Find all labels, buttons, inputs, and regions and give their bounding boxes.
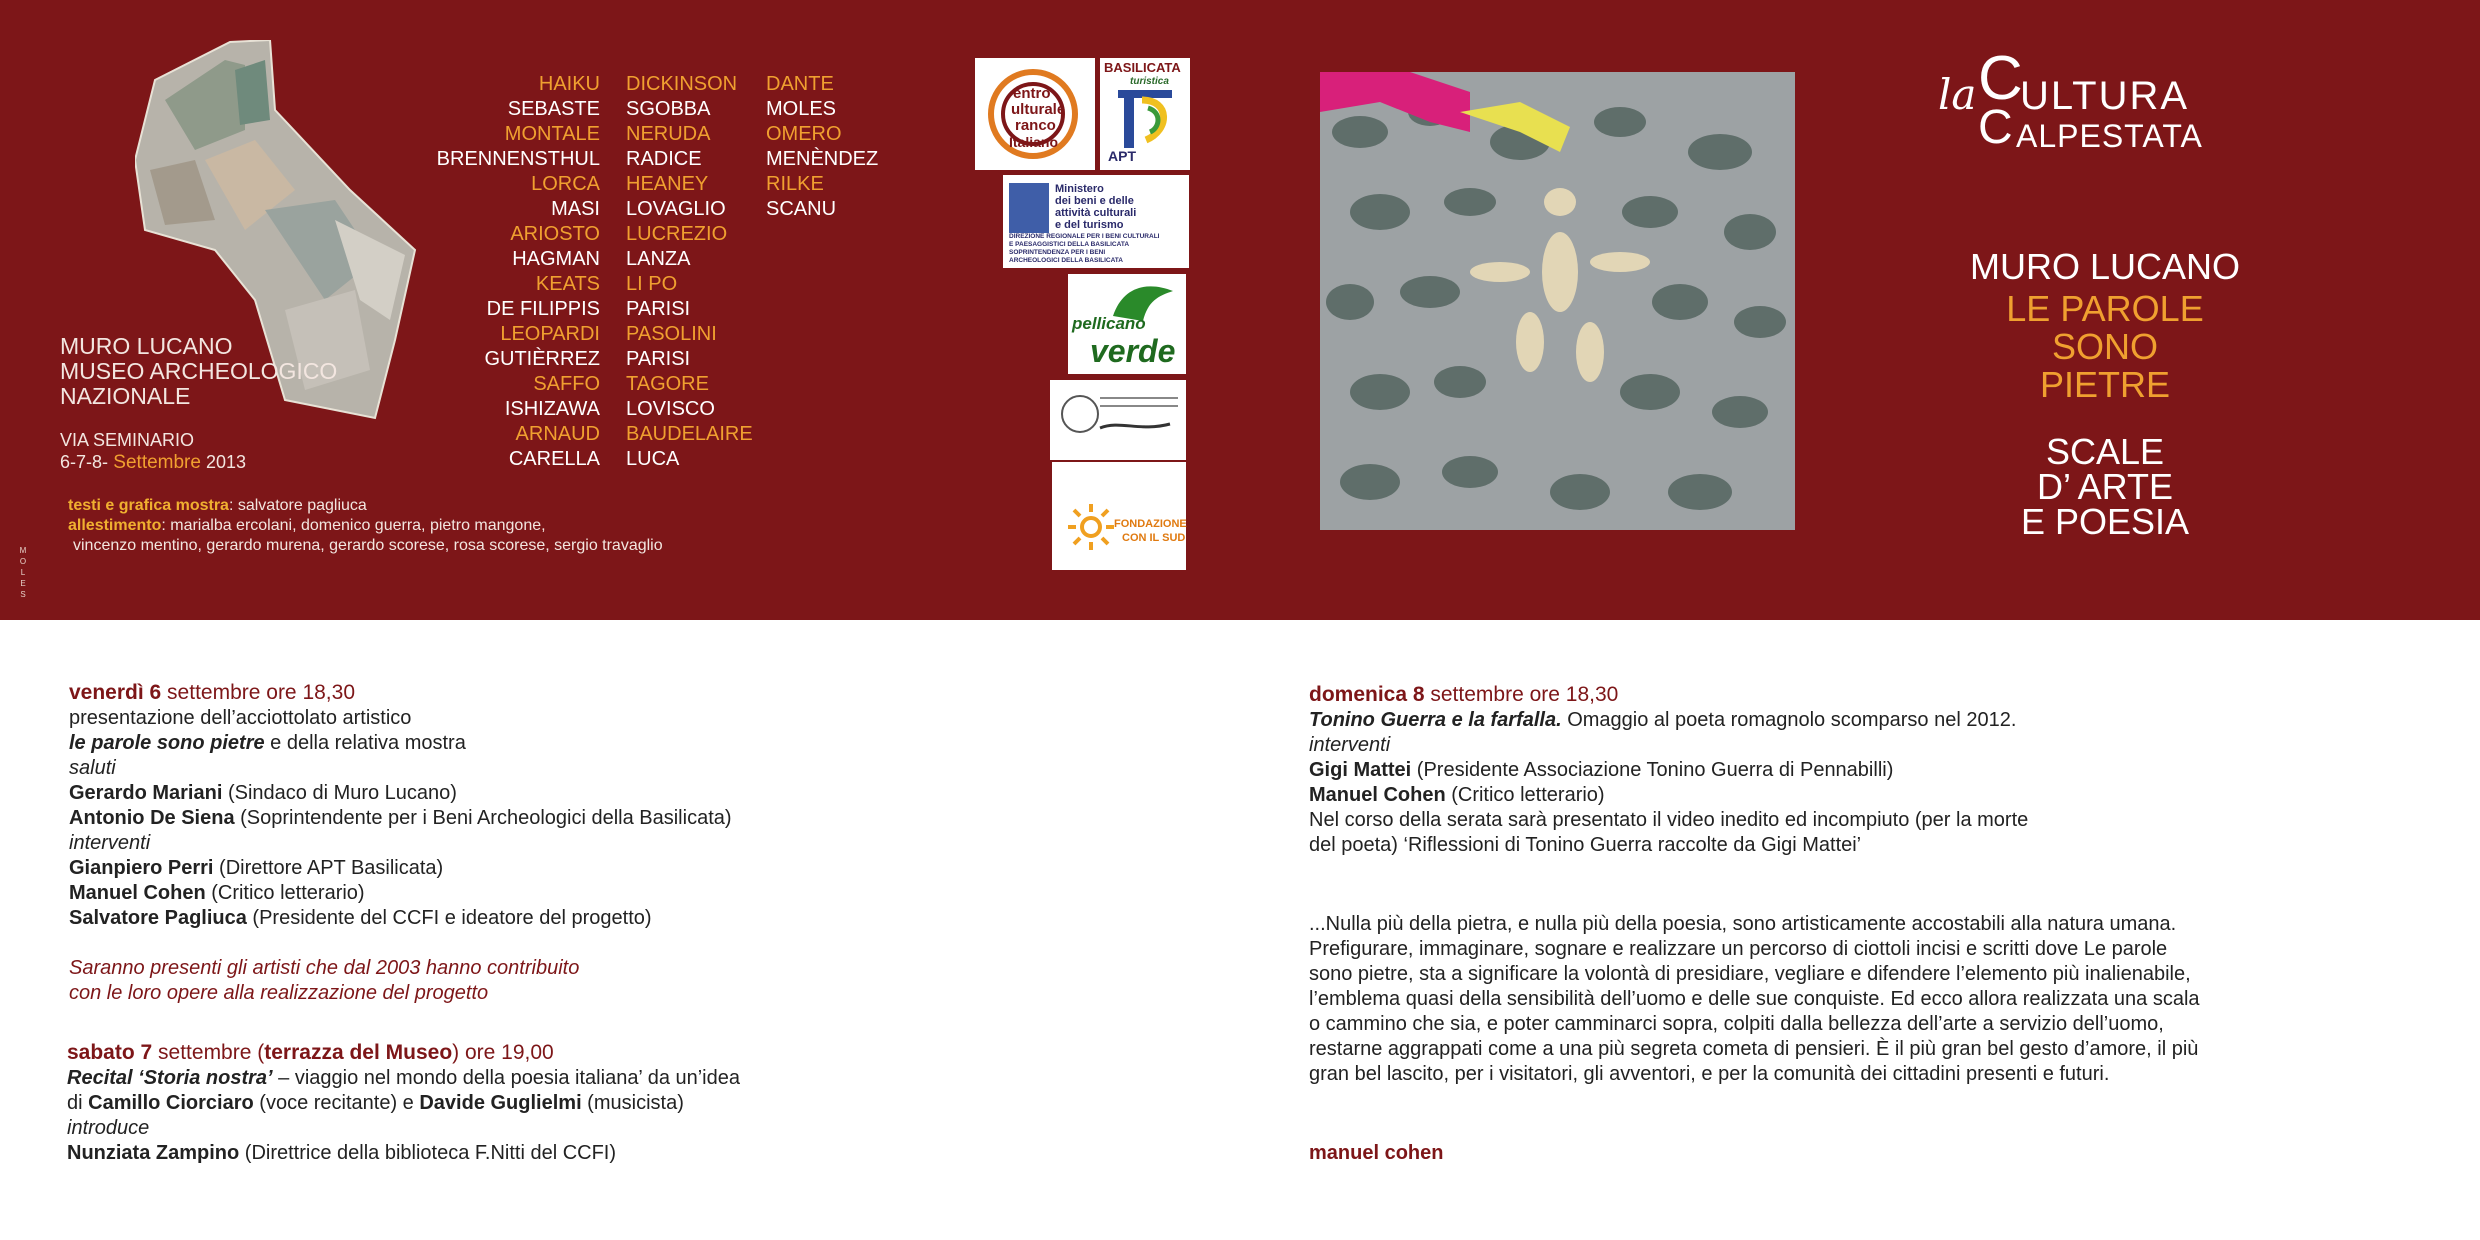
side-mark — [18, 545, 28, 600]
poet-name: PASOLINI — [626, 323, 717, 345]
ministero-text: SOPRINTENDENZA PER I BENI — [1009, 249, 1106, 256]
poet-name: LEOPARDI — [500, 323, 600, 345]
apt-text: BASILICATA — [1104, 60, 1181, 75]
stone-path-photo — [1320, 72, 1795, 530]
friday-line: presentazione dell’acciottolato artistico — [69, 707, 412, 729]
ministero-logo — [1003, 175, 1189, 268]
fondazione-text: FONDAZIONE — [1114, 518, 1187, 530]
credit-line — [68, 516, 546, 536]
speaker-role: (Presidente Associazione Tonino Guerra di Pennabilli) — [1411, 759, 1894, 781]
fondazione-text: CON IL SUD — [1122, 532, 1186, 544]
venue-town: MURO LUCANO — [60, 333, 233, 359]
friday-speaker — [69, 856, 443, 881]
poet-name: LOVISCO — [626, 398, 715, 420]
speaker-name: Davide Guglielmi — [419, 1092, 582, 1114]
ministero-text: dei beni e delle — [1055, 195, 1134, 207]
ministero-text: ARCHEOLOGICI DELLA BASILICATA — [1009, 257, 1123, 264]
poet-name: HAGMAN — [512, 248, 600, 270]
speaker-name: Gerardo Mariani — [69, 782, 223, 804]
association-logo — [1050, 380, 1186, 460]
ministero-emblem-icon — [1009, 183, 1049, 233]
pellicano-text: pellicano — [1072, 314, 1146, 333]
ministero-text: attività culturali — [1055, 207, 1137, 219]
recital-title: Recital ‘Storia nostra’ — [67, 1067, 273, 1089]
speaker-name: Nunziata Zampino — [67, 1142, 240, 1164]
saturday-speaker — [67, 1141, 616, 1166]
side-mark-letter: L — [20, 568, 26, 577]
speaker-name: Manuel Cohen — [1309, 784, 1446, 806]
subtitle-parole: LE PAROLE — [2006, 288, 2204, 329]
friday-day: venerdì 6 — [69, 681, 162, 704]
poet-list-3 — [766, 72, 878, 222]
poet-name: LORCA — [531, 173, 600, 195]
credit-label: testi e grafica mostra — [68, 497, 229, 514]
speaker-role: (Critico letterario) — [1445, 784, 1605, 806]
poet-name: LANZA — [626, 248, 691, 270]
sunday-day: domenica 8 — [1309, 683, 1425, 706]
poet-name: RILKE — [766, 173, 824, 195]
fondazione-con-il-sud-logo — [1052, 462, 1186, 570]
credit-text: : marialba ercolani, domenico guerra, pietro mangone, — [161, 517, 546, 534]
speaker-role: (Presidente del CCFI e ideatore del progetto) — [246, 907, 652, 929]
subtitle-town: MURO LUCANO — [1969, 246, 2241, 287]
title-calpestata: ALPESTATA — [2016, 118, 2203, 154]
title-initial-c: C — [1978, 44, 2023, 113]
poet-name: TAGORE — [626, 373, 709, 395]
poet-name: PARISI — [626, 348, 691, 370]
speaker-role: (Direttrice della biblioteca F.Nitti del CCFI) — [239, 1142, 617, 1164]
credit-line: vincenzo mentino, gerardo murena, gerardo scorese, rosa scorese, sergio travaglio — [73, 537, 663, 554]
poet-name: DE FILIPPIS — [486, 298, 600, 320]
ccfi-text: ulturale — [1011, 101, 1066, 118]
poet-name: LI PO — [626, 273, 678, 295]
speaker-role: (musicista) — [581, 1092, 684, 1114]
poet-name: MOLES — [766, 98, 837, 120]
sunday-title-rest: Omaggio al poeta romagnolo scomparso nel 2012. — [1561, 709, 2017, 731]
credit-label: allestimento — [68, 517, 162, 534]
poet-name: MONTALE — [504, 123, 600, 145]
sunday-speaker — [1309, 758, 1893, 783]
speaker-role: (voce recitante) e — [253, 1092, 420, 1114]
apt-text: APT — [1108, 148, 1136, 164]
sunday-line — [1309, 708, 2016, 733]
column-icon — [1110, 90, 1180, 150]
friday-title-rest: e della relativa mostra — [264, 732, 466, 754]
side-mark-letter: M — [19, 546, 27, 555]
saturday-time: ) ore 19,00 — [452, 1041, 554, 1064]
sunday-interventi-label: interventi — [1309, 734, 1391, 756]
poet-name: HEANEY — [626, 173, 709, 195]
poet-name: ARIOSTO — [510, 223, 600, 245]
recital-desc: – viaggio nel mondo della poesia italiana’ da un’idea — [272, 1067, 740, 1089]
saturday-heading — [67, 1040, 554, 1065]
speaker-role: (Sindaco di Muro Lucano) — [222, 782, 457, 804]
poet-name: PARISI — [626, 298, 691, 320]
friday-line — [69, 731, 466, 756]
speaker-name: Manuel Cohen — [69, 882, 206, 904]
essay-text: ...Nulla più della pietra, e nulla più della poesia, sono artisticamente accostabili alla natura umana. Prefigurare, immaginare, sognare e realizzare un percorso di ciottoli incisi e scritti dove Le parole sono pietre, sta a significare la volontà di presidiare, vegliare e difendere l’elemento più inalienabile, l’emblema quasi della sensibilità dell’uomo e delle sue conquiste. Ed ecco allora realizzata una scala o cammino che sia, e poter camminarci sopra, colpiti dalla bellezza dell’arte a servizio dell’uomo, restarne aggrappati come a una più segreta cometa di pensieri. È il più gran bel gesto d’amore, il più gran bel lascito, per i visitatori, gli avventori, e per la comunità dei cittadini presenti e futuri. — [1309, 913, 2200, 1085]
friday-speaker — [69, 806, 732, 831]
ccfi-text: Italiano — [1009, 134, 1059, 150]
venue-dates — [60, 452, 246, 474]
portrait-map-icon — [1050, 380, 1186, 460]
apt-basilicata-logo — [1100, 58, 1190, 170]
title-la: la — [1938, 70, 1977, 119]
saturday-introduce-label: introduce — [67, 1117, 150, 1139]
poet-name: SAFFO — [533, 373, 600, 395]
essay-author: manuel cohen — [1309, 1142, 1444, 1164]
speaker-role: (Critico letterario) — [205, 882, 365, 904]
friday-interventi-label: interventi — [69, 832, 151, 854]
saturday-day: sabato 7 — [67, 1041, 153, 1064]
friday-speaker — [69, 906, 652, 931]
speaker-name: Antonio De Siena — [69, 807, 235, 829]
title-initial-c: C — [1978, 101, 2013, 154]
ministero-text: DIREZIONE REGIONALE PER I BENI CULTURALI — [1009, 233, 1160, 240]
poet-name: BRENNENSTHUL — [436, 148, 600, 170]
speaker-name: Camillo Ciorciaro — [88, 1092, 254, 1114]
ministero-text: E PAESAGGISTICI DELLA BASILICATA — [1009, 241, 1130, 248]
poet-name: NERUDA — [626, 123, 711, 145]
dates-year: 2013 — [200, 452, 246, 472]
venue-museum-2: NAZIONALE — [60, 383, 191, 409]
title-cultura: ULTURA — [2020, 74, 2190, 118]
subtitle-scale: D’ ARTE — [2036, 466, 2174, 507]
poet-name: DICKINSON — [626, 73, 738, 95]
sunday-time: settembre ore 18,30 — [1424, 683, 1619, 706]
poet-name: SEBASTE — [507, 98, 600, 120]
poet-name: CARELLA — [508, 448, 600, 470]
poet-list-1 — [380, 72, 600, 472]
saturday-place: terrazza del Museo — [264, 1041, 453, 1064]
friday-time: settembre ore 18,30 — [161, 681, 355, 704]
side-mark-letter: O — [19, 557, 27, 566]
speaker-name: Salvatore Pagliuca — [69, 907, 247, 929]
poet-name: BAUDELAIRE — [626, 423, 753, 445]
speaker-name: Gianpiero Perri — [69, 857, 214, 879]
side-mark-letter: S — [20, 590, 26, 599]
subtitle-parole: PIETRE — [2039, 364, 2171, 405]
venue-address: VIA SEMINARIO — [60, 430, 195, 450]
credit-text: : salvatore pagliuca — [228, 497, 367, 514]
poet-name: LUCA — [626, 448, 680, 470]
poet-name: RADICE — [626, 148, 702, 170]
dates-days: 6-7-8- — [60, 452, 109, 472]
poet-name: ISHIZAWA — [504, 398, 600, 420]
ccfi-text: ranco — [1015, 117, 1056, 134]
subtitle-scale: E POESIA — [2020, 501, 2190, 542]
ccfi-logo — [975, 58, 1095, 170]
poet-name: KEATS — [535, 273, 600, 295]
poet-name: DANTE — [766, 73, 834, 95]
poet-name: MENÈNDEZ — [766, 148, 879, 170]
subtitle-parole: SONO — [2051, 326, 2158, 367]
saturday-line — [67, 1066, 740, 1091]
ccfi-text: entro — [1013, 85, 1051, 102]
sunday-note: Nel corso della serata sarà presentato il video inedito ed incompiuto (per la morte — [1309, 809, 2029, 831]
pellicano-text: verde — [1090, 333, 1176, 369]
friday-heading — [69, 680, 355, 705]
poet-name: ARNAUD — [515, 423, 600, 445]
friday-speaker — [69, 881, 365, 906]
sunday-heading — [1309, 682, 1618, 707]
sunday-title: Tonino Guerra e la farfalla. — [1309, 709, 1562, 731]
pellicano-verde-logo — [1068, 274, 1186, 374]
artists-note: con le loro opere alla realizzazione del progetto — [69, 982, 489, 1004]
poet-name: LOVAGLIO — [626, 198, 726, 220]
saturday-time: settembre ( — [152, 1041, 265, 1064]
poet-name: MASI — [551, 198, 600, 220]
poet-name: OMERO — [766, 123, 842, 145]
poet-list-2 — [626, 72, 753, 472]
apt-text: turistica — [1130, 76, 1169, 87]
speaker-role: (Direttore APT Basilicata) — [213, 857, 444, 879]
ministero-text: e del turismo — [1055, 219, 1124, 231]
sunday-speaker — [1309, 783, 1605, 808]
poet-name: HAIKU — [538, 73, 600, 95]
ministero-text: Ministero — [1055, 183, 1104, 195]
cobblestone-image — [1320, 72, 1795, 530]
sunday-note: del poeta) ‘Riflessioni di Tonino Guerra raccolte da Gigi Mattei’ — [1309, 834, 1862, 856]
poet-name: GUTIÈRREZ — [484, 348, 600, 370]
venue-museum: MUSEO ARCHEOLOGICO — [60, 358, 338, 384]
artists-note: Saranno presenti gli artisti che dal 2003 hanno contribuito — [69, 957, 580, 979]
saturday-line — [67, 1091, 684, 1116]
friday-speaker — [69, 781, 457, 806]
poet-name: SCANU — [766, 198, 837, 220]
credit-line — [68, 496, 367, 516]
speaker-role: (Soprintendente per i Beni Archeologici della Basilicata) — [234, 807, 732, 829]
subtitle-scale: SCALE — [2045, 431, 2165, 472]
poet-name: SGOBBA — [626, 98, 711, 120]
side-mark-letter: E — [20, 579, 26, 588]
sun-icon — [1066, 502, 1116, 552]
speaker-name: Gigi Mattei — [1309, 759, 1412, 781]
dates-month: Settembre — [108, 452, 201, 473]
poet-name: LUCREZIO — [626, 223, 728, 245]
friday-title: le parole sono pietre — [69, 732, 265, 754]
recital-di: di — [67, 1092, 89, 1114]
friday-saluti-label: saluti — [69, 757, 116, 779]
